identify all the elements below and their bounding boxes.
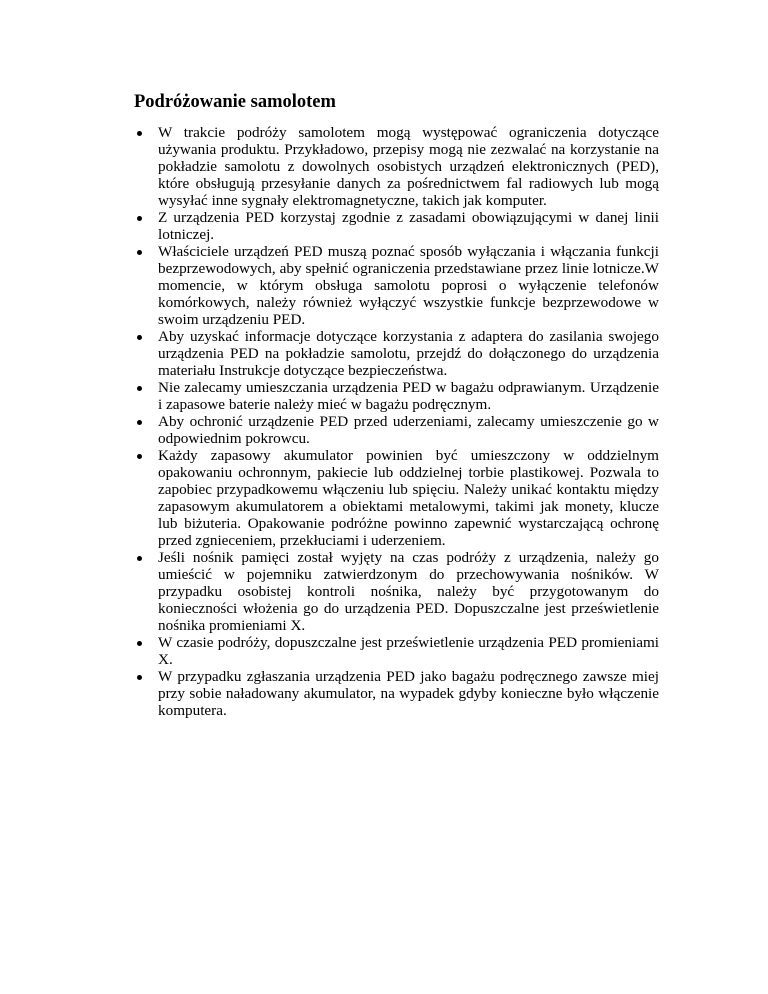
section-title: Podróżowanie samolotem <box>134 92 336 112</box>
bullet-item: W czasie podróży, dopuszczalne jest prześwietlenie urządzenia PED promieniami X. <box>134 634 659 668</box>
bullet-item: W przypadku zgłaszania urządzenia PED jako bagażu podręcznego zawsze miej przy sobie naładowany akumulator, na wypadek gdyby konieczne było włączenie komputera. <box>134 668 659 719</box>
bullet-item: Z urządzenia PED korzystaj zgodnie z zasadami obowiązującymi w danej linii lotniczej. <box>134 209 659 243</box>
bullet-item: Każdy zapasowy akumulator powinien być umieszczony w oddzielnym opakowaniu ochronnym, pakiecie lub oddzielnej torbie plastikowej. Pozwala to zapobiec przypadkowemu włączeniu lub spięciu. Należy unikać kontaktu między zapasowym akumulatorem a obiektami metalowymi, takimi jak monety, klucze lub biżuteria. Opakowanie podróżne powinno zapewnić wystarczającą ochronę przed zgnieceniem, przekłuciami i uderzeniem. <box>134 447 659 549</box>
bullet-item: Aby ochronić urządzenie PED przed uderzeniami, zalecamy umieszczenie go w odpowiednim pokrowcu. <box>134 413 659 447</box>
bullet-item: Nie zalecamy umieszczania urządzenia PED w bagażu odprawianym. Urządzenie i zapasowe baterie należy mieć w bagażu podręcznym. <box>134 379 659 413</box>
bullet-item: Właściciele urządzeń PED muszą poznać sposób wyłączania i włączania funkcji bezprzewodowych, aby spełnić ograniczenia przedstawiane przez linie lotnicze.W momencie, w którym obsługa samolotu poprosi o wyłączenie telefonów komórkowych, należy również wyłączyć wszystkie funkcje bezprzewodowe w swoim urządzeniu PED. <box>134 243 659 328</box>
bullet-list <box>134 124 659 719</box>
bullet-item: Aby uzyskać informacje dotyczące korzystania z adaptera do zasilania swojego urządzenia PED na pokładzie samolotu, przejdź do dołączonego do urządzenia materiału Instrukcje dotyczące bezpieczeństwa. <box>134 328 659 379</box>
bullet-item: Jeśli nośnik pamięci został wyjęty na czas podróży z urządzenia, należy go umieścić w pojemniku zatwierdzonym do przechowywania nośników. W przypadku osobistej kontroli nośnika, należy być przygotowanym do konieczności włożenia go do urządzenia PED. Dopuszczalne jest prześwietlenie nośnika promieniami X. <box>134 549 659 634</box>
bullet-item: W trakcie podróży samolotem mogą występować ograniczenia dotyczące używania produktu. Przykładowo, przepisy mogą nie zezwalać na korzystanie na pokładzie samolotu z dowolnych osobistych urządzeń elektronicznych (PED), które obsługują przesyłanie danych za pośrednictwem fal radiowych lub mogą wysyłać inne sygnały elektromagnetyczne, takich jak komputer. <box>134 124 659 209</box>
